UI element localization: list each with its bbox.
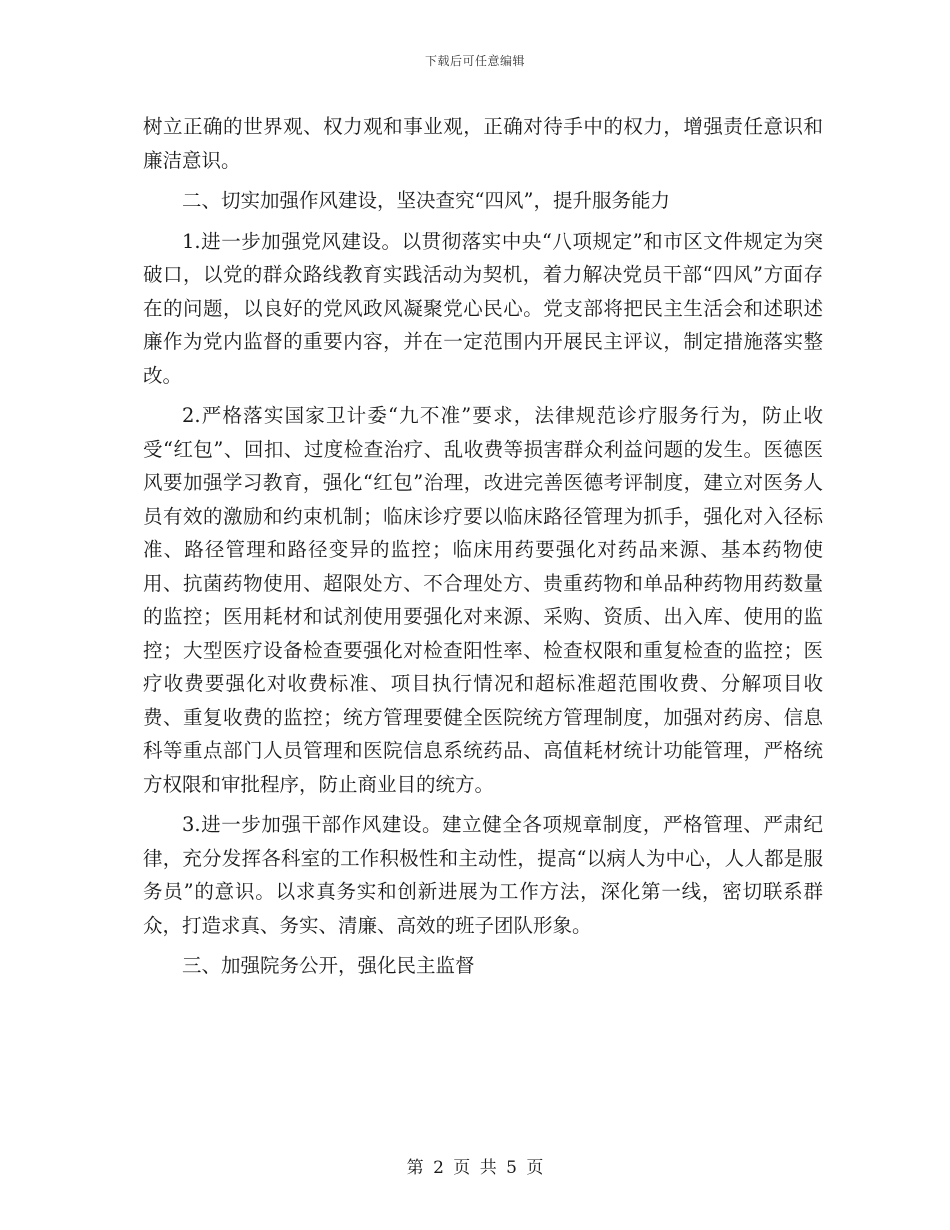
paragraph-continuation: 树立正确的世界观、权力观和事业观，正确对待手中的权力，增强责任意识和廉洁意识。 xyxy=(143,115,823,172)
page-header: 下载后可任意编辑 xyxy=(424,54,525,68)
section-heading-3: 三、加强院务公开，强化民主监督 xyxy=(182,954,475,977)
paragraph-item-2: 2.严格落实国家卫计委“九不准”要求，法律规范诊疗服务行为，防止收受“红包”、回扣、过度检查治疗、乱收费等损害群众利益问题的发生。医德医风要加强学习教育，强化“红包”治理，改进完善医德考评制度，建立对医务人员有效的激励和约束机制；临床诊疗要以临床路径管理为抓手，强化对入径标准、路径管理和路径变异的监控；临床用药要强化对药品来源、基本药物使用、抗菌药物使用、超限处方、不合理处方、贵重药物和单品种药物用药数量的监控；医用耗材和试剂使用要强化对来源、采购、资质、出入库、使用的监控；大型医疗设备检查要强化对检查阳性率、检查权限和重复检查的监控；医疗收费要强化对收费标准、项目执行情况和超标准超范围收费、分解项目收费、重复收费的监控；统方管理要健全医院统方管理制度，加强对药房、信息科等重点部门人员管理和医院信息系统药品、高值耗材统计功能管理，严格统方权限和审批程序，防止商业目的统方。 xyxy=(143,404,823,796)
page-footer: 第 2 页 共 5 页 xyxy=(406,1158,544,1178)
document-body xyxy=(143,110,823,990)
section-heading-2: 二、切实加强作风建设，坚决查究“四风”，提升服务能力 xyxy=(182,189,670,212)
paragraph-item-3: 3.进一步加强干部作风建设。建立健全各项规章制度，严格管理、严肃纪律，充分发挥各科室的工作积极性和主动性，提高“以病人为中心，人人都是服务员”的意识。以求真务实和创新进展为工作方法，深化第一线，密切联系群众，打造求真、务实、清廉、高效的班子团队形象。 xyxy=(143,813,823,937)
paragraph-item-1: 1.进一步加强党风建设。以贯彻落实中央“八项规定”和市区文件规定为突破口，以党的群众路线教育实践活动为契机，着力解决党员干部“四风”方面存在的问题，以良好的党风政风凝聚党心民心。党支部将把民主生活会和述职述廉作为党内监督的重要内容，并在一定范围内开展民主评议，制定措施落实整改。 xyxy=(143,229,823,387)
